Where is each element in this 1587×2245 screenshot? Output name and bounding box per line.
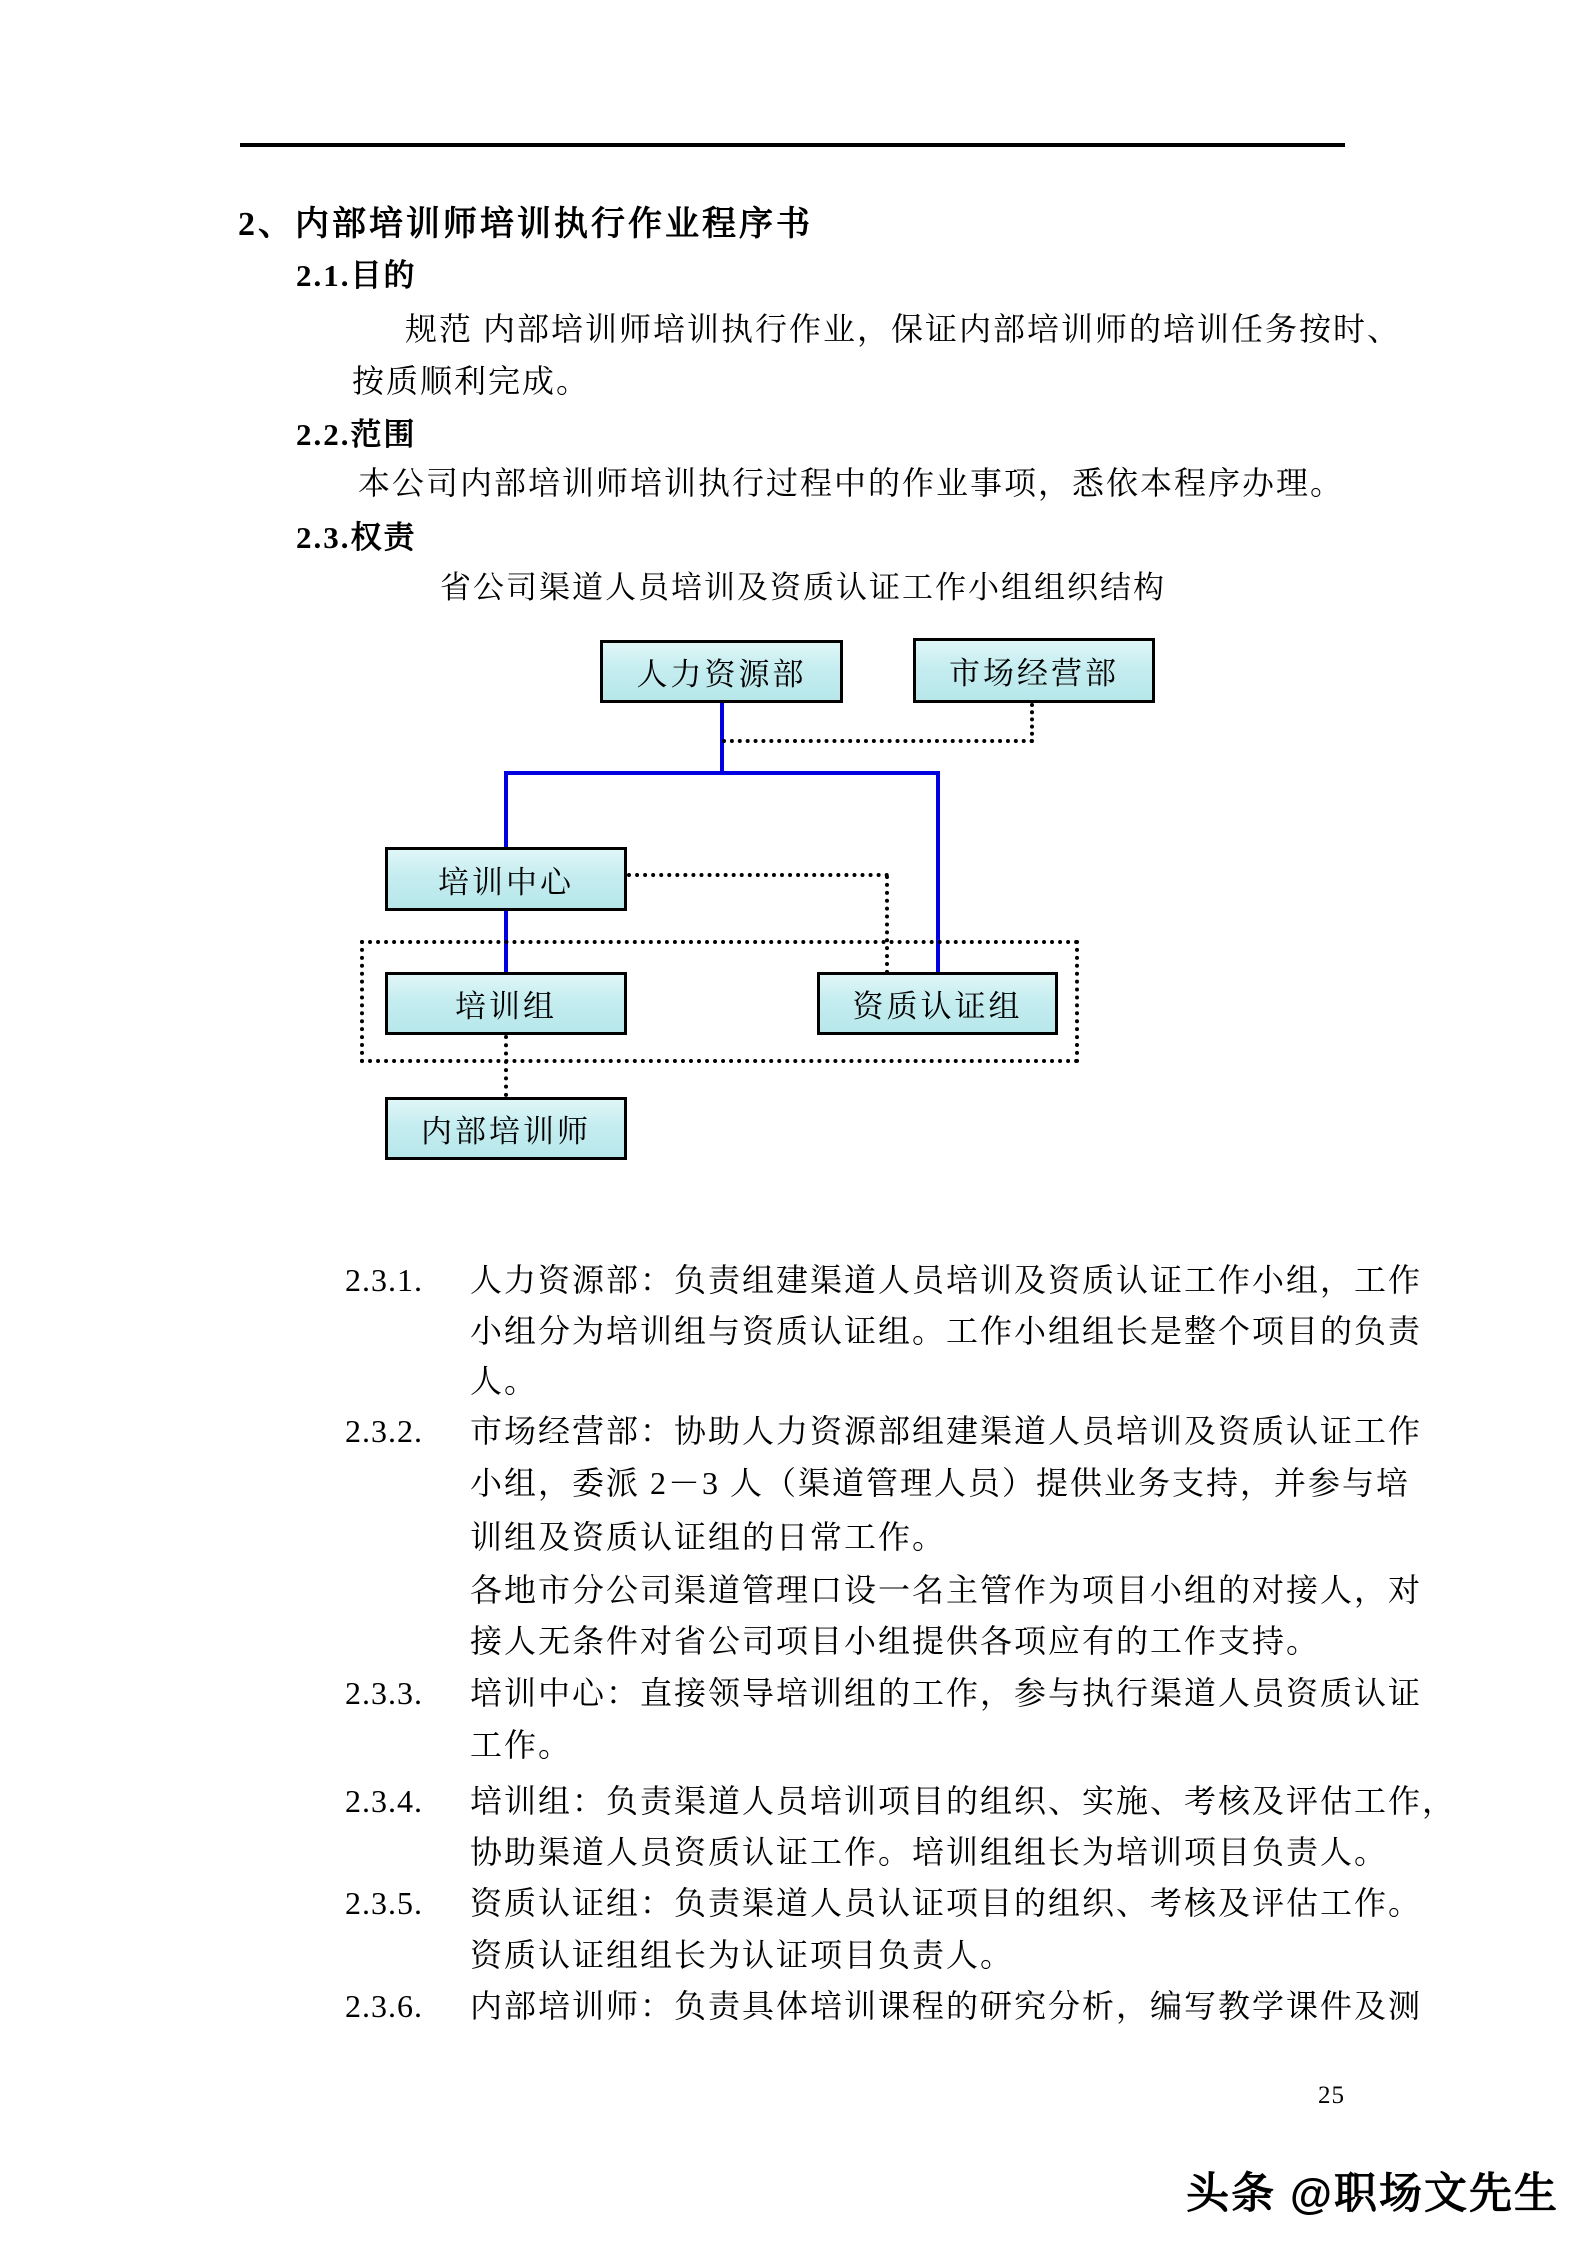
dotted-market-to-hr <box>722 739 1034 743</box>
purpose-line-2: 按质顺利完成。 <box>352 363 591 399</box>
connector-to-training-center <box>504 771 508 849</box>
item-2-3-6 <box>345 1981 1422 2027</box>
item-2-3-5 <box>345 1878 1422 1924</box>
item-2-3-1-line-3: 人。 <box>470 1363 539 1399</box>
item-2-3-1-line-2: 小组分为培训组与资质认证组。工作小组组长是整个项目的负责 <box>470 1313 1423 1349</box>
item-2-3-3 <box>345 1668 1422 1714</box>
heading-purpose: 2.1.目的 <box>296 258 417 293</box>
item-text: 培训中心：直接领导培训组的工作，参与执行渠道人员资质认证 <box>470 1675 1423 1711</box>
org-node-certification-group: 资质认证组 <box>817 972 1058 1035</box>
item-2-3-4-line-2: 协助渠道人员资质认证工作。培训组组长为培训项目负责人。 <box>470 1834 1389 1870</box>
item-text: 资质认证组：负责渠道人员认证项目的组织、考核及评估工作。 <box>470 1885 1423 1921</box>
item-2-3-2-line-5: 接人无条件对省公司项目小组提供各项应有的工作支持。 <box>470 1623 1321 1659</box>
org-node-training-group: 培训组 <box>385 972 627 1035</box>
item-2-3-5-line-2: 资质认证组组长为认证项目负责人。 <box>470 1937 1015 1973</box>
heading-scope: 2.2.范围 <box>296 417 417 452</box>
watermark: 头条 @职场文先生 <box>1186 2170 1559 2218</box>
item-text: 培训组：负责渠道人员培训项目的组织、实施、考核及评估工作， <box>470 1783 1457 1819</box>
item-2-3-4 <box>345 1776 1456 1822</box>
item-label: 2.3.4. <box>345 1783 423 1819</box>
item-text: 人力资源部：负责组建渠道人员培训及资质认证工作小组，工作 <box>470 1262 1423 1298</box>
item-2-3-2-line-2: 小组，委派 2－3 人（渠道管理人员）提供业务支持，并参与培 <box>470 1465 1411 1501</box>
item-label: 2.3.1. <box>345 1262 423 1298</box>
connector-horizontal <box>506 771 940 775</box>
header-rule <box>240 143 1345 147</box>
dotted-market-down <box>1030 703 1034 743</box>
org-node-training-center: 培训中心 <box>385 847 627 911</box>
heading-responsibility: 2.3.权责 <box>296 520 417 555</box>
org-node-market: 市场经营部 <box>913 638 1155 703</box>
item-2-3-1 <box>345 1255 1422 1301</box>
org-node-internal-trainer: 内部培训师 <box>385 1097 627 1160</box>
item-label: 2.3.6. <box>345 1988 423 2024</box>
item-2-3-2-line-4: 各地市分公司渠道管理口设一名主管作为项目小组的对接人，对 <box>470 1572 1423 1608</box>
document-title: 2、内部培训师培训执行作业程序书 <box>238 206 813 243</box>
purpose-line-1: 规范 内部培训师培训执行作业，保证内部培训师的培训任务按时、 <box>405 311 1402 347</box>
item-text: 内部培训师：负责具体培训课程的研究分析，编写教学课件及测 <box>470 1988 1423 2024</box>
scope-line-1: 本公司内部培训师培训执行过程中的作业事项，悉依本程序办理。 <box>358 465 1345 501</box>
page-number: 25 <box>1318 2082 1345 2109</box>
item-2-3-2 <box>345 1406 1422 1452</box>
org-chart-caption: 省公司渠道人员培训及资质认证工作小组组织结构 <box>440 570 1166 605</box>
item-text: 市场经营部：协助人力资源部组建渠道人员培训及资质认证工作 <box>470 1413 1423 1449</box>
item-2-3-2-line-3: 训组及资质认证组的日常工作。 <box>470 1519 947 1555</box>
org-node-hr: 人力资源部 <box>600 640 843 703</box>
item-label: 2.3.5. <box>345 1885 423 1921</box>
dotted-center-right <box>627 873 889 877</box>
item-2-3-3-line-2: 工作。 <box>470 1727 573 1763</box>
item-label: 2.3.3. <box>345 1675 423 1711</box>
item-label: 2.3.2. <box>345 1413 423 1449</box>
